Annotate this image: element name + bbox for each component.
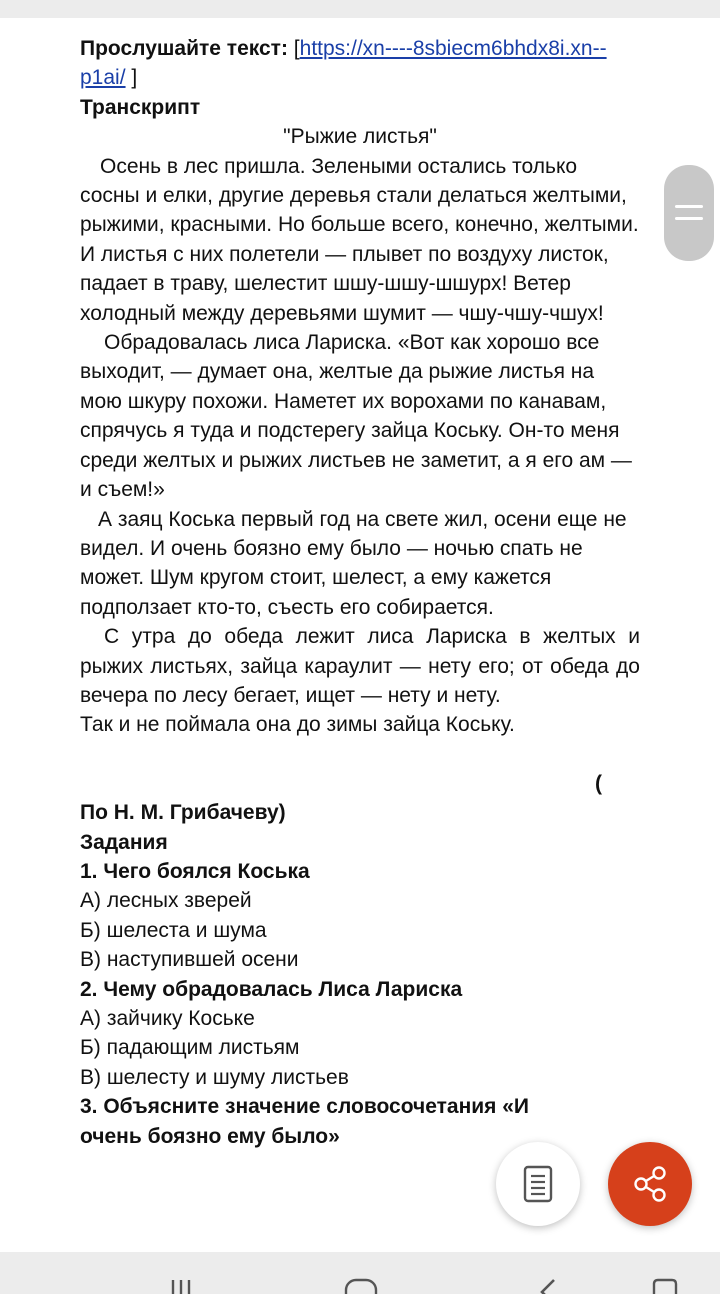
system-nav-bar: [0, 1252, 720, 1294]
story-paragraph-1: Осень в лес пришла. Зелеными остались только сосны и елки, другие деревья стали делаться желтыми, рыжими, красными. Но больше всего, конечно, желтыми. И листья с них полетели — плывет по воздуху листок, падает в траву, шелестит шшу-шшу-шшурх! Ветер холодный между деревьями шумит — чшу-чшу-чшух!: [80, 154, 639, 325]
share-icon: [631, 1164, 669, 1204]
listen-line: [80, 34, 640, 93]
link-close-bracket: ]: [125, 66, 138, 90]
question-3-line-2: очень боязно ему было»: [80, 1124, 340, 1148]
story-title: "Рыжие листья": [283, 125, 437, 149]
document-content: [80, 34, 640, 1151]
story-paragraph-2: Обрадовалась лиса Лариска. «Вот как хорошо все выходит, — думает она, желтые да рыжие листья на мою шкуру похожи. Наметет их ворохами по канавам, спрячусь я туда и подстерегу зайца Коську. Он-то меня среди желтых и рыжих листьев не заметит, а я его ам — и съем!»: [80, 331, 632, 502]
back-icon[interactable]: [536, 1278, 558, 1294]
q2-option-c: В) шелесту и шуму листьев: [80, 1065, 349, 1089]
document-icon: [523, 1165, 553, 1203]
story-paragraph-5: Так и не поймала она до зимы зайца Коську.: [80, 713, 515, 737]
author-line: По Н. М. Грибачеву): [80, 801, 286, 825]
q1-option-c: В) наступившей осени: [80, 948, 299, 972]
audio-link[interactable]: https://xn----8sbiecm6bhdx8i.xn--p1ai/: [80, 37, 607, 90]
question-2: 2. Чему обрадовалась Лиса Лариска: [80, 977, 463, 1001]
q2-option-b: Б) падающим листьям: [80, 1036, 300, 1060]
scroll-handle-icon[interactable]: [664, 165, 714, 261]
scroll-handle-line: [675, 205, 703, 208]
scroll-handle-line: [675, 217, 703, 220]
story-paragraph-4: С утра до обеда лежит лиса Лариска в желтых и рыжих листьях, зайца караулит — нету его; от обеда до вечера по лесу бегает, ищет — нету и нету.: [80, 625, 640, 707]
story-paragraph-3: А заяц Коська первый год на свете жил, осени еще не видел. И очень боязно ему было — ночью спать не может. Шум кругом стоит, шелест, а ему кажется подползает кто-то, съесть его собирается.: [80, 507, 627, 619]
document-view-button[interactable]: [496, 1142, 580, 1226]
question-1: 1. Чего боялся Коська: [80, 859, 310, 883]
q2-option-a: А) зайчику Коське: [80, 1007, 255, 1030]
listen-label: Прослушайте текст:: [80, 37, 288, 60]
tasks-heading: Задания: [80, 830, 168, 854]
author-paren: (: [595, 771, 602, 795]
link-open-bracket: [: [293, 37, 300, 60]
question-3-line-1: 3. Объясните значение словосочетания «И: [80, 1095, 530, 1119]
share-button[interactable]: [608, 1142, 692, 1226]
document-page: [0, 18, 720, 1252]
q1-option-a: А) лесных зверей: [80, 889, 252, 913]
keyboard-icon[interactable]: [650, 1278, 680, 1294]
home-icon[interactable]: [344, 1278, 378, 1294]
transcript-heading: Транскрипт: [80, 95, 201, 119]
recent-apps-icon[interactable]: [170, 1278, 192, 1294]
q1-option-b: Б) шелеста и шума: [80, 918, 267, 942]
